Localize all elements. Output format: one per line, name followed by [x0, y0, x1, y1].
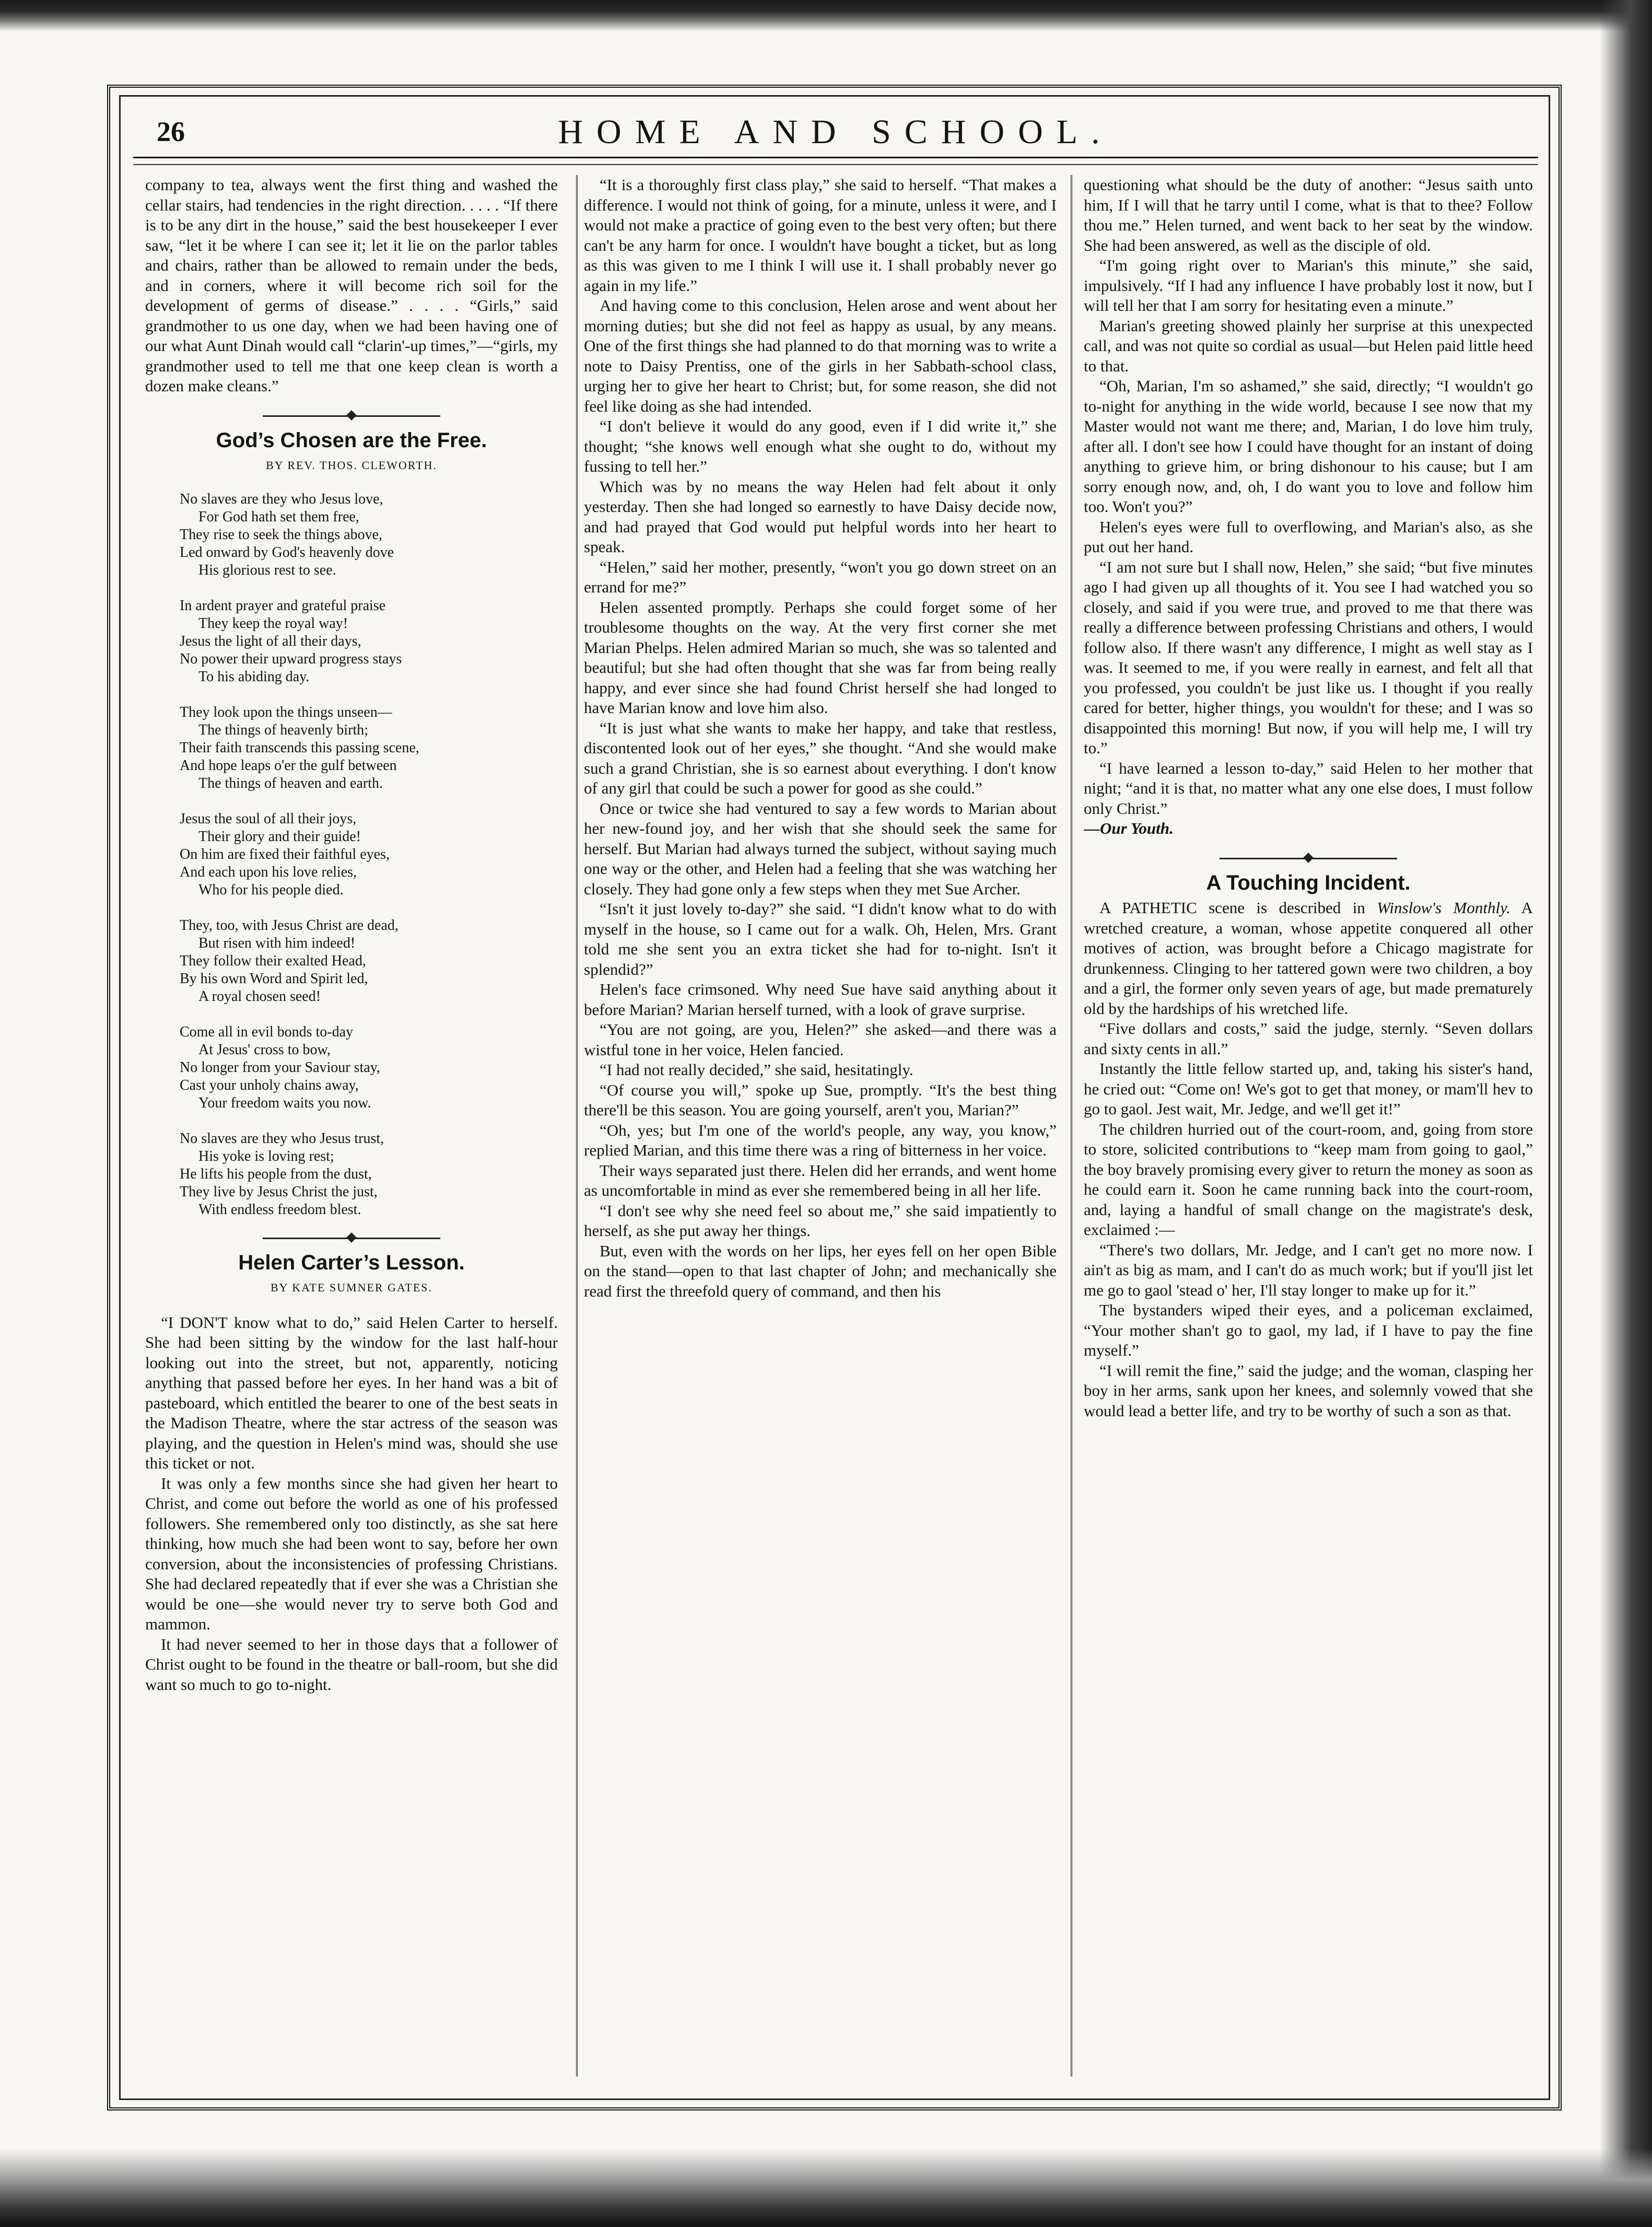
column-2 — [584, 175, 1057, 2077]
story-paragraph: “It is just what she wants to make her happy, and take that restless, discontented look out of her eyes,” she thought. “And she would make such a grand Christian, she is so earnest about everything. I don't know of any girl that could be such a power for good as she could.” — [584, 718, 1057, 797]
column-3 — [1084, 175, 1533, 2077]
poem-line: He lifts his people from the dust, — [180, 1165, 372, 1182]
story-paragraph: And having come to this conclusion, Helen arose and went about her morning duties; but she did not feel as happy as usual, by any means. One of the first things she had planned to do that morning was to write a note to Daisy Prentiss, one of the girls in her Sabbath-school class, urging her to give her heart to Christ; but, for some reason, she did not feel like doing as she had intended. — [584, 296, 1057, 415]
poem-line: No slaves are they who Jesus trust, — [180, 1130, 384, 1147]
story-paragraph: “I don't see why she need feel so about me,” she said impatiently to herself, as she put away her things. — [584, 1201, 1057, 1240]
story-paragraph: It had never seemed to her in those days that a follower of Christ ought to be found in the theatre or ball-room, but she did want so much to go to-night. — [145, 1635, 558, 1694]
story-paragraph: “Of course you will,” spoke up Sue, promptly. “It's the best thing there'll be this season. You are going yourself, aren't you, Marian?” — [584, 1080, 1057, 1119]
poem-line: Led onward by God's heavenly dove — [180, 544, 394, 561]
story-paragraph: Which was by no means the way Helen had felt about it only yesterday. Then she had longed so earnestly to have Daisy decide now, and had prayed that God would put helpful words into her heart to speak. — [584, 477, 1057, 556]
article-paragraph: “There's two dollars, Mr. Jedge, and I can't get no more now. I ain't as big as mam, and I can't do as much work; but if you'll jist let me go to gaol 'stead o' her, I'll stay longer to make up for it.” — [1084, 1240, 1533, 1299]
story-paragraph: “Helen,” said her mother, presently, “won't you go down street on an errand for me?” — [584, 557, 1057, 596]
poem-line: Jesus the soul of all their joys, — [180, 810, 357, 827]
story-paragraph: Helen's face crimsoned. Why need Sue have said anything about it before Marian? Marian herself turned, with a look of grave surprise. — [584, 980, 1057, 1019]
story-paragraph: “Oh, Marian, I'm so ashamed,” she said, directly; “I wouldn't go to-night for anything in the wide world, because I see now that my Master would not want me there; and, Marian, I do love him truly, after all. I don't see how I could have thought for an instant of doing anything to grieve him, or bring dishonour to his cause; but I am sorry enough now, and, oh, I do want you to love and follow him too. Won't you?” — [1084, 377, 1533, 516]
story-paragraph: “I am not sure but I shall now, Helen,” she said; “but five minutes ago I had given up all thoughts of it. You see I had watched you so closely, and said if you were true, and proved to me that there was really a difference between professing Christians and others, I would follow also. If there wasn't any difference, I might as well stay as I was. It seemed to me, if you were really in earnest, and felt all that you professed, you couldn't be just like us. I thought if you really cared for better, higher things, you wouldn't for these; and I was so disappointed this morning! But now, if you will help me, I will try to.” — [1084, 557, 1533, 757]
story-paragraph: “I don't believe it would do any good, even if I did write it,” she thought; “she knows well enough what she ought to do, without my fussing to tell her.” — [584, 417, 1057, 475]
article-paragraph: “Five dollars and costs,” said the judge, sternly. “Seven dollars and sixty cents in all.” — [1084, 1019, 1533, 1058]
section-divider — [263, 415, 440, 417]
poem-line: No slaves are they who Jesus love, — [180, 491, 383, 507]
poem-line: Cast your unholy chains away, — [180, 1077, 359, 1093]
column-rule-1 — [576, 175, 578, 2077]
poem-line: Jesus the light of all their days, — [180, 633, 361, 649]
article-source: Winslow's Monthly. — [1377, 899, 1510, 917]
poem-line: And each upon his love relies, — [180, 864, 357, 880]
poem-line: They follow their exalted Head, — [180, 952, 366, 969]
poem-line: For God hath set them free, — [198, 508, 359, 525]
story-paragraph: Helen assented promptly. Perhaps she could forget some of her troublesome thoughts on the way. At the very first corner she met Marian Phelps. Helen admired Marian so much, she was so talented and beautiful; but she had often thought that she was far from being really happy, and ever since she had found Christ herself she had longed to have Marian know and love him also. — [584, 598, 1057, 717]
story-paragraph: Once or twice she had ventured to say a few words to Marian about her new-found joy, and her wish that she should seek the same for herself. But Marian had always turned the subject, without saying much one way or the other, and Helen had a feeling that she was watching her closely. They had gone only a few steps when they met Sue Archer. — [584, 799, 1057, 898]
poem-title: God’s Chosen are the Free. — [216, 428, 487, 452]
poem-line: They look upon the things unseen— — [180, 704, 392, 720]
poem-stanza — [180, 917, 558, 1006]
section-divider — [1220, 858, 1397, 859]
story-source: —Our Youth. — [1084, 819, 1174, 837]
story-paragraph: “I'm going right over to Marian's this minute,” she said, impulsively. “If I had any influence I have probably lost it now, but I will tell her that I am sorry for hesitating even a minute.” — [1084, 256, 1533, 314]
poem-stanza — [180, 1023, 558, 1112]
continued-paragraph: company to tea, always went the first thing and washed the cellar stairs, had tendencies in the right direction. . . . . “If there is to be any dirt in the house,” said the best housekeeper I ever saw, “let it be where I can see it; let it lie on the parlor tables and chairs, rather than be allowed to remain under the beds, and in corners, where it will become rich soil for the development of germs of disease.” . . . . “Girls,” said grandmother to us one day, when we had been having one of our what Aunt Dinah would call “clarin'-up times,”—“girls, my grandmother used to tell me that one keep clean is worth a dozen make cleans.” — [145, 176, 558, 395]
article-paragraph — [1084, 898, 1533, 1019]
poem-line: Your freedom waits you now. — [198, 1094, 371, 1111]
story-paragraph-text: know what to do,” said Helen Carter to herself. She had been sitting by the window for the last half-hour looking out into the street, but not, apparently, noticing anything that passed before her eyes. In her hand was a bit of pasteboard, which entitled the bearer to one of the best seats in the Madison Theatre, where the star actress of the season was playing, and the question in Helen's mind was, should she use this ticket or not. — [145, 1313, 558, 1472]
story-paragraph: “I have learned a lesson to-day,” said Helen to her mother that night; “and it is that, no matter what any one else does, I must follow only Christ.” — [1084, 759, 1533, 818]
poem-line: They rise to seek the things above, — [180, 526, 383, 543]
poem-stanza — [180, 597, 558, 686]
story-paragraph: “I had not really decided,” she said, hesitatingly. — [600, 1060, 913, 1079]
article-paragraph: “I will remit the fine,” said the judge; and the woman, clasping her boy in her arms, sank upon her knees, and solemnly vowed that she would lead a better life, and try to be worthy of such a son as that. — [1084, 1361, 1533, 1420]
poem-line: Who for his people died. — [198, 881, 344, 898]
poem-line: His yoke is loving rest; — [198, 1148, 334, 1164]
poem-line: Come all in evil bonds to-day — [180, 1023, 354, 1040]
poem-line: Their glory and their guide! — [198, 828, 361, 845]
poem-line: They live by Jesus Christ the just, — [180, 1183, 378, 1200]
story-paragraph: “I DON'T know what to do,” said Helen Carter to herself. She had been sitting by the window for the last half-hour looking out into the street, but not, apparently, noticing anything that passed before her eyes. In her hand was a bit of pasteboard, which entitled the bearer to one of the best seats in the Madison Theatre, where the star actress of the season was playing, and the question in Helen's mind was, should she use this ticket or not. — [145, 1313, 558, 1472]
story-paragraph: But, even with the words on her lips, her eyes fell on her open Bible on the stand—open to that last chapter of John; and mechanically she read first the threefold query of command, and then his — [584, 1241, 1057, 1300]
story-paragraph: Their ways separated just there. Helen did her errands, and went home as uncomfortable in mind as ever she remembered being in all her life. — [584, 1161, 1057, 1199]
story-paragraph: It was only a few months since she had given her heart to Christ, and come out before the world as one of his professed followers. She remembered only too distinctly, as she sat here thinking, how much she had been wont to say, before her own conversion, about the inconsistencies of professing Christians. She had declared repeatedly that if ever she was a Christian she would be one—she would never try to serve both God and mammon. — [145, 1474, 558, 1633]
article-lead: A PATHETIC — [1099, 899, 1197, 917]
article-paragraph: The children hurried out of the court-room, and, going from store to store, solicited contributions to “keep mam from going to gaol,” the boy bravely promising every giver to return the money as soon as he could earn it. Soon he came running back into the court-room, and, laying a handful of small change on the magistrate's desk, exclaimed :— — [1084, 1120, 1533, 1239]
poem-byline: BY REV. THOS. CLEWORTH. — [266, 459, 437, 472]
poem-line: On him are fixed their faithful eyes, — [180, 846, 390, 862]
poem-line: In ardent prayer and grateful praise — [180, 597, 386, 614]
story-lead: I DON'T — [168, 1313, 228, 1332]
header-rule — [133, 157, 1538, 158]
poem-line: The things of heaven and earth. — [198, 775, 383, 791]
poem-line: Their faith transcends this passing scene, — [180, 739, 419, 756]
story-paragraph: “Isn't it just lovely to-day?” she said. “I didn't know what to do with myself in the house, so I came out for a walk. Oh, Helen, Mrs. Grant told me she sent you an extra ticket she had for to-night. Isn't it splendid?” — [584, 900, 1057, 978]
article-title: A Touching Incident. — [1206, 871, 1411, 894]
page-header — [125, 112, 1546, 159]
story-title: Helen Carter’s Lesson. — [238, 1251, 465, 1274]
scan-edge-top — [0, 0, 1652, 31]
story-paragraph: “It is a thoroughly first class play,” she said to herself. “That makes a difference. I would not think of going, for a minute, unless it were, and I would not make a practice of going even to the best very often; but there can't be any harm for once. I wouldn't have bought a ticket, but as long as this was given to me I think I will use it. I shall probably never go again in my life.” — [584, 176, 1057, 295]
story-paragraph: Helen's eyes were full to overflowing, and Marian's also, as she put out her hand. — [1084, 517, 1533, 556]
article-paragraph: Instantly the little fellow started up, and, taking his sister's hand, he cried out: “Come on! We's got to get that money, or mam'll hev to go to gaol. Jest wait, Mr. Jedge, and we'll get it!” — [1084, 1059, 1533, 1118]
poem-stanza — [180, 491, 558, 579]
story-paragraph: questioning what should be the duty of another: “Jesus saith unto him, If I will that he tarry until I come, what is that to thee? Follow thou me.” Helen turned, and went back to her seat by the window. She had been answered, as well as the disciple of old. — [1084, 176, 1533, 254]
poem-line: They keep the royal way! — [198, 615, 348, 632]
poem-stanza — [180, 1130, 558, 1219]
poem-line: A royal chosen seed! — [198, 988, 321, 1005]
masthead: HOME AND SCHOOL. — [558, 113, 1114, 151]
poem-line: By his own Word and Spirit led, — [180, 970, 368, 987]
poem — [180, 491, 558, 1219]
poem-line: And hope leaps o'er the gulf between — [180, 757, 397, 774]
section-divider — [263, 1238, 440, 1239]
scan-edge-bottom — [0, 2149, 1652, 2227]
header-rule-thin — [133, 164, 1538, 165]
column-1 — [145, 175, 558, 2077]
scan-edge-right — [1600, 0, 1652, 2227]
poem-line: But risen with him indeed! — [198, 935, 356, 951]
story-paragraph: “Oh, yes; but I'm one of the world's people, any way, you know,” replied Marian, and this time there was a ring of bitterness in her voice. — [584, 1121, 1057, 1159]
poem-line: The things of heavenly birth; — [198, 721, 369, 738]
poem-line: They, too, with Jesus Christ are dead, — [180, 917, 399, 934]
poem-line: With endless freedom blest. — [198, 1201, 361, 1218]
poem-line: At Jesus' cross to bow, — [198, 1041, 331, 1058]
article-paragraph: The bystanders wiped their eyes, and a policeman exclaimed, “Your mother shan't go to gaol, my lad, if I have to pay the fine myself.” — [1084, 1301, 1533, 1359]
story-paragraph: “You are not going, are you, Helen?” she asked—and there was a wistful tone in her voice, Helen fancied. — [584, 1020, 1057, 1059]
poem-line: His glorious rest to see. — [198, 562, 336, 578]
poem-line: To his abiding day. — [198, 668, 310, 685]
poem-line: No power their upward progress stays — [180, 650, 402, 667]
article-text: A wretched creature, a woman, whose appetite conquered all other motives of action, was brought before a Chicago magistrate for drunkenness. Clinging to her tattered gown were two children, a boy and a girl, the former only seven years of age, but made prematurely old by the hardships of his wretched life. — [1084, 899, 1533, 1018]
article-text: scene is described in — [1197, 899, 1377, 917]
page-number: 26 — [157, 116, 185, 147]
story-paragraph: Marian's greeting showed plainly her surprise at this unexpected call, and was not quite so cordial as usual—but Helen paid little heed to that. — [1084, 316, 1533, 375]
poem-stanza — [180, 810, 558, 899]
story-byline: BY KATE SUMNER GATES. — [270, 1281, 433, 1294]
poem-line: No longer from your Saviour stay, — [180, 1059, 380, 1076]
poem-stanza — [180, 704, 558, 792]
column-rule-2 — [1071, 175, 1072, 2077]
